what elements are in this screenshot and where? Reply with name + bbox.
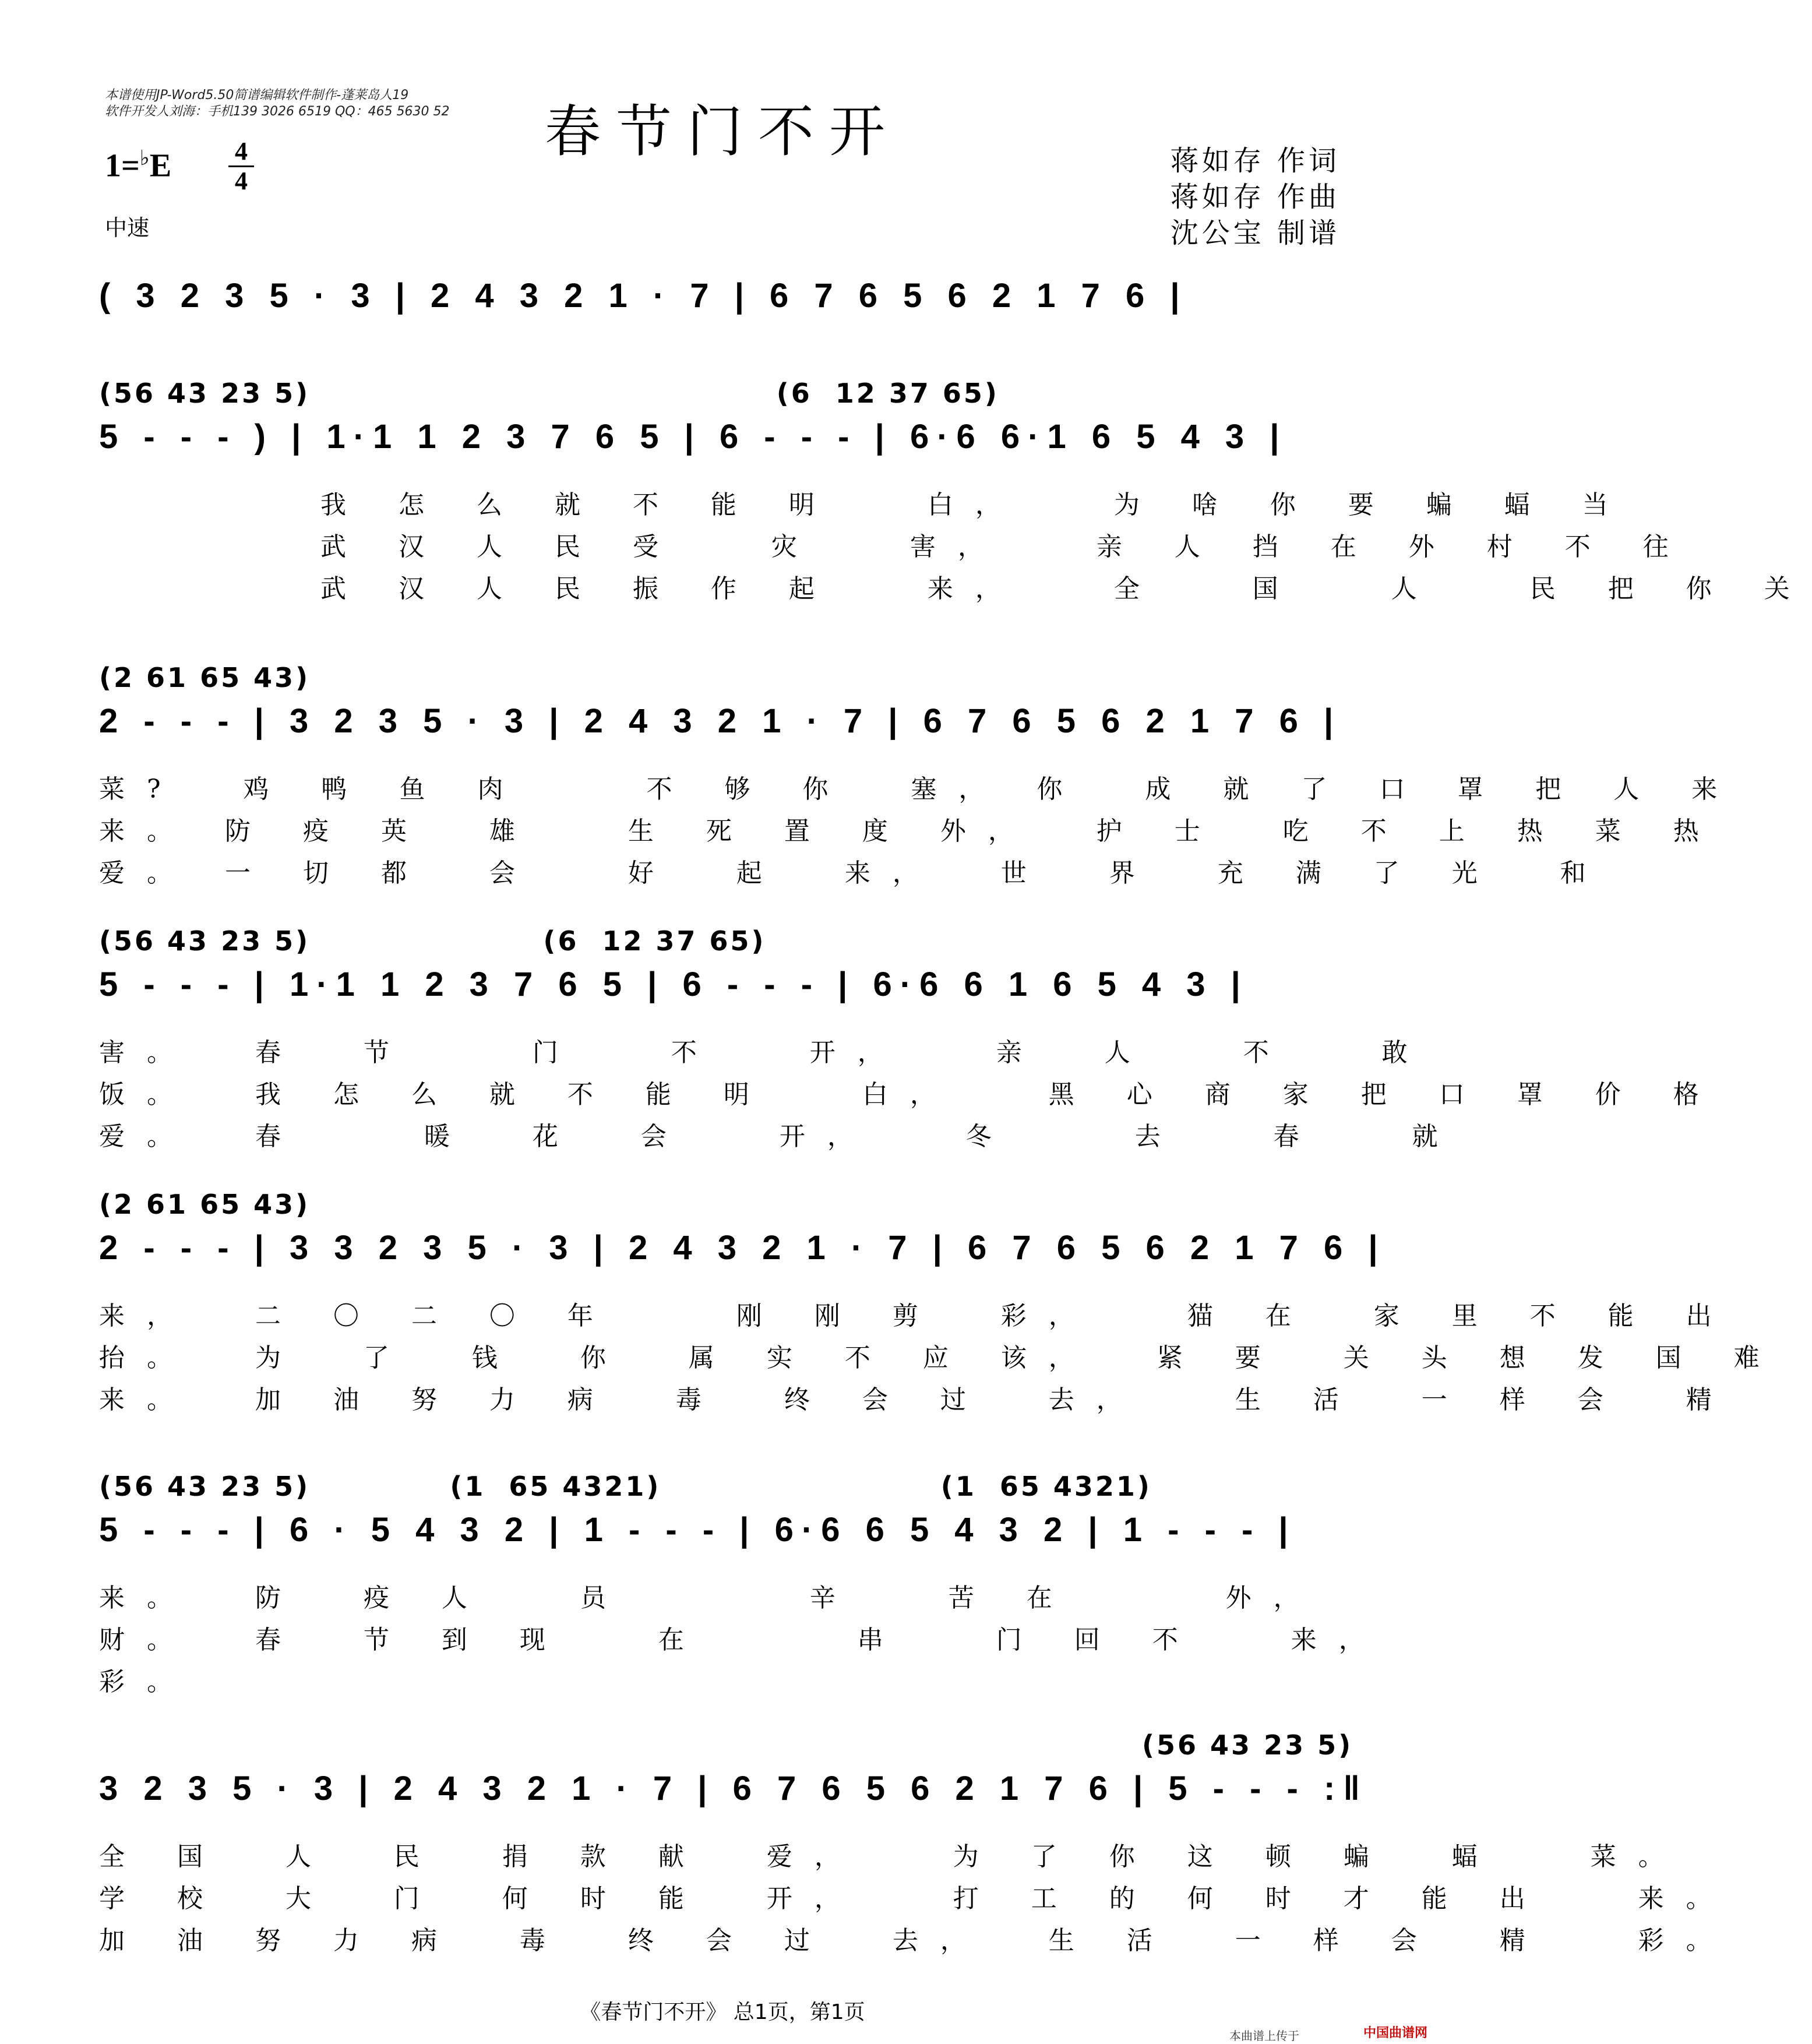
upload-note: 本曲谱上传于 <box>1229 2029 1299 2043</box>
lyric-verse-2: 学 校 大 门 何 时 能 开， 打 工 的 何 时 才 能 出 来。 <box>99 1884 1734 1913</box>
system-paren: (56 43 23 5) <box>1142 1729 1353 1761</box>
system-paren: (56 43 23 5) (6 12 37 65) <box>99 378 999 409</box>
notation-line: 5 - - - ) | 1·1 1 2 3 7 6 5 | 6 - - - | 6·6 6·1 6 5 4 3 | <box>99 418 1288 456</box>
transcriber-credit: 沈公宝 制谱 <box>1170 217 1340 249</box>
lyric-verse-1: 害。 春 节 门 不 开， 亲 人 不 敢 <box>99 1038 1430 1067</box>
notation-line: ( 3 2 3 5 · 3 | 2 4 3 2 1 · 7 | 6 7 6 5 6 2 1 7 6 | <box>99 277 1188 315</box>
lyric-verse-2: 武 汉 人 民 受 灾 害， 亲 人 挡 在 外 村 不 往 <box>320 532 1691 562</box>
system-paren: (56 43 23 5) (1 65 4321) (1 65 4321) <box>99 1471 1152 1502</box>
page-title: 春节门不开 <box>545 99 900 164</box>
tempo-marking: 中速 <box>105 215 150 241</box>
lyric-verse-1: 来， 二 〇 二 〇 年 刚 刚 剪 彩， 猫 在 家 里 不 能 出 <box>99 1301 1734 1331</box>
lyric-verse-3: 彩。 <box>99 1667 195 1697</box>
lyric-verse-3: 爱。 一 切 都 会 好 起 来， 世 界 充 满 了 光 和 <box>99 858 1608 888</box>
lyric-verse-1: 我 怎 么 就 不 能 明 白， 为 啥 你 要 蝙 蝠 当 <box>320 490 1630 520</box>
system-paren: (56 43 23 5) (6 12 37 65) <box>99 925 766 957</box>
meter-top: 4 <box>235 137 248 165</box>
lyric-verse-2: 财。 春 节 到 现 在 串 门 回 不 来， <box>99 1625 1387 1655</box>
system-paren: (2 61 65 43) <box>99 662 311 693</box>
lyric-verse-2: 来。 防 疫 英 雄 生 死 置 度 外， 护 士 吃 不 上 热 菜 热 <box>99 816 1721 846</box>
notation-line: 2 - - - | 3 2 3 5 · 3 | 2 4 3 2 1 · 7 | 6 7 6 5 6 2 1 7 6 | <box>99 702 1342 740</box>
meter-bottom: 4 <box>235 167 248 195</box>
credits <box>1171 143 1340 251</box>
notation-line: 5 - - - | 6 · 5 4 3 2 | 1 - - - | 6·6 6 5 4 3 2 | 1 - - - | <box>99 1511 1296 1549</box>
site-logo: 中国曲谱网 <box>1363 2026 1427 2041</box>
time-signature <box>228 139 254 194</box>
lyric-verse-2: 抬。 为 了 钱 你 属 实 不 应 该， 紧 要 关 头 想 发 国 难 <box>99 1343 1782 1373</box>
notation-line: 5 - - - | 1·1 1 2 3 7 6 5 | 6 - - - | 6·6 6 1 6 5 4 3 | <box>99 965 1249 1003</box>
lyric-verse-3: 爱。 春 暖 花 会 开， 冬 去 春 就 <box>99 1122 1460 1151</box>
key-note: E <box>149 147 172 184</box>
software-note-line: 本谱使用JP-Word5.50简谱编辑软件制作-蓬莱岛人19 <box>105 88 409 103</box>
lyric-verse-1: 来。 防 疫 人 员 辛 苦 在 外， <box>99 1583 1321 1613</box>
flat-icon: ♭ <box>139 146 150 170</box>
system-paren: (2 61 65 43) <box>99 1189 311 1220</box>
key-prefix: 1= <box>105 147 140 184</box>
key-signature <box>105 146 171 185</box>
notation-line: 3 2 3 5 · 3 | 2 4 3 2 1 · 7 | 6 7 6 5 6 2 1 7 6 | 5 - - - :‖ <box>99 1770 1369 1807</box>
software-note-line: 软件开发人刘海：手机139 3026 6519 QQ：465 5630 52 <box>105 104 450 119</box>
page-footer: 《春节门不开》 总1页，第1页 <box>580 2000 865 2024</box>
lyric-verse-1: 菜? 鸡 鸭 鱼 肉 不 够 你 塞， 你 成 就 了 口 罩 把 人 来 <box>99 774 1740 804</box>
lyric-verse-1: 全 国 人 民 捐 款 献 爱， 为 了 你 这 顿 蝙 蝠 菜。 <box>99 1842 1686 1872</box>
lyricist-credit: 蒋如存 作词 <box>1170 145 1340 177</box>
lyric-verse-2: 饭。 我 怎 么 就 不 能 明 白， 黑 心 商 家 把 口 罩 价 格 <box>99 1080 1721 1109</box>
composer-credit: 蒋如存 作曲 <box>1170 181 1340 213</box>
lyric-verse-3: 来。 加 油 努 力 病 毒 终 会 过 去， 生 活 一 样 会 精 <box>99 1385 1734 1415</box>
lyric-verse-3: 加 油 努 力 病 毒 终 会 过 去， 生 活 一 样 会 精 彩。 <box>99 1926 1734 1955</box>
lyric-verse-3: 武 汉 人 民 振 作 起 来， 全 国 人 民 把 你 关 <box>320 574 1812 604</box>
notation-line: 2 - - - | 3 3 2 3 5 · 3 | 2 4 3 2 1 · 7 | 6 7 6 5 6 2 1 7 6 | <box>99 1229 1386 1267</box>
